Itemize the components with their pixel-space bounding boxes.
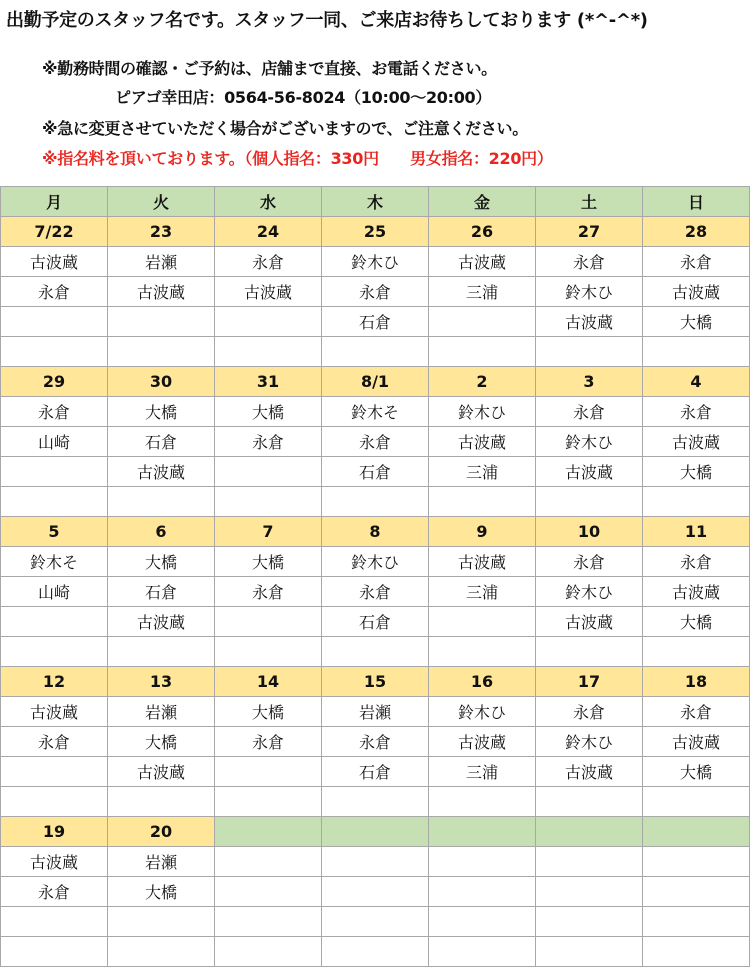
staff-cell bbox=[322, 487, 429, 517]
staff-row bbox=[1, 577, 750, 607]
staff-cell bbox=[429, 877, 536, 907]
staff-cell: 大橋 bbox=[643, 607, 750, 637]
weekday-mon: 月 bbox=[1, 187, 108, 217]
staff-cell: 古波蔵 bbox=[536, 457, 643, 487]
staff-cell bbox=[1, 337, 108, 367]
staff-cell: 古波蔵 bbox=[429, 427, 536, 457]
staff-row bbox=[1, 487, 750, 517]
staff-cell bbox=[643, 847, 750, 877]
staff-cell bbox=[1, 907, 108, 937]
note-nomination-fee: ※指名料を頂いております。（個人指名：330円 男女指名：220円） bbox=[42, 149, 553, 168]
staff-cell: 古波蔵 bbox=[108, 457, 215, 487]
staff-cell: 大橋 bbox=[108, 397, 215, 427]
staff-cell bbox=[215, 307, 322, 337]
staff-cell: 古波蔵 bbox=[536, 757, 643, 787]
staff-cell bbox=[643, 337, 750, 367]
staff-cell bbox=[1, 457, 108, 487]
staff-cell: 山崎 bbox=[1, 427, 108, 457]
staff-cell bbox=[429, 937, 536, 967]
staff-cell: 古波蔵 bbox=[429, 247, 536, 277]
staff-row bbox=[1, 787, 750, 817]
staff-cell: 永倉 bbox=[1, 277, 108, 307]
date-cell: 25 bbox=[322, 217, 429, 247]
staff-cell: 古波蔵 bbox=[108, 607, 215, 637]
staff-row bbox=[1, 427, 750, 457]
staff-cell: 三浦 bbox=[429, 277, 536, 307]
staff-cell: 大橋 bbox=[108, 877, 215, 907]
staff-cell: 古波蔵 bbox=[108, 277, 215, 307]
staff-row bbox=[1, 727, 750, 757]
staff-cell bbox=[1, 757, 108, 787]
staff-cell: 岩瀬 bbox=[322, 697, 429, 727]
date-cell: 11 bbox=[643, 517, 750, 547]
staff-cell bbox=[108, 787, 215, 817]
staff-cell bbox=[429, 307, 536, 337]
staff-cell: 古波蔵 bbox=[643, 427, 750, 457]
date-cell: 28 bbox=[643, 217, 750, 247]
staff-cell: 鈴木ひ bbox=[429, 697, 536, 727]
date-cell: 27 bbox=[536, 217, 643, 247]
staff-cell bbox=[322, 337, 429, 367]
staff-cell bbox=[108, 487, 215, 517]
date-cell: 12 bbox=[1, 667, 108, 697]
date-cell: 8 bbox=[322, 517, 429, 547]
date-cell bbox=[215, 817, 322, 847]
staff-cell: 永倉 bbox=[536, 547, 643, 577]
staff-cell bbox=[215, 607, 322, 637]
staff-cell: 古波蔵 bbox=[1, 697, 108, 727]
staff-cell bbox=[322, 937, 429, 967]
schedule-table bbox=[0, 186, 750, 967]
staff-cell bbox=[536, 907, 643, 937]
staff-cell: 大橋 bbox=[108, 547, 215, 577]
staff-cell: 永倉 bbox=[1, 877, 108, 907]
staff-cell bbox=[643, 637, 750, 667]
staff-cell: 古波蔵 bbox=[429, 547, 536, 577]
staff-cell: 古波蔵 bbox=[643, 277, 750, 307]
staff-cell: 永倉 bbox=[1, 727, 108, 757]
staff-cell bbox=[1, 787, 108, 817]
page-title: 出勤予定のスタッフ名です。スタッフ一同、ご来店お待ちしております (*^-^*) bbox=[6, 10, 648, 31]
staff-cell: 大橋 bbox=[643, 757, 750, 787]
date-cell: 5 bbox=[1, 517, 108, 547]
staff-cell bbox=[108, 307, 215, 337]
staff-cell: 永倉 bbox=[643, 397, 750, 427]
staff-cell: 山崎 bbox=[1, 577, 108, 607]
staff-cell: 古波蔵 bbox=[1, 247, 108, 277]
staff-cell: 古波蔵 bbox=[536, 607, 643, 637]
staff-row bbox=[1, 877, 750, 907]
staff-cell bbox=[643, 877, 750, 907]
staff-cell: 永倉 bbox=[322, 577, 429, 607]
date-cell bbox=[322, 817, 429, 847]
staff-cell: 永倉 bbox=[215, 577, 322, 607]
staff-cell bbox=[536, 937, 643, 967]
staff-cell bbox=[215, 907, 322, 937]
staff-cell: 岩瀬 bbox=[108, 697, 215, 727]
staff-cell: 永倉 bbox=[322, 727, 429, 757]
weekday-tue: 火 bbox=[108, 187, 215, 217]
date-cell: 8/1 bbox=[322, 367, 429, 397]
staff-cell: 永倉 bbox=[643, 697, 750, 727]
staff-row bbox=[1, 457, 750, 487]
staff-cell: 鈴木ひ bbox=[429, 397, 536, 427]
staff-cell: 三浦 bbox=[429, 577, 536, 607]
staff-cell: 鈴木ひ bbox=[322, 247, 429, 277]
staff-cell: 古波蔵 bbox=[643, 727, 750, 757]
date-cell: 30 bbox=[108, 367, 215, 397]
staff-cell: 石倉 bbox=[322, 307, 429, 337]
staff-cell bbox=[429, 847, 536, 877]
staff-row bbox=[1, 637, 750, 667]
staff-cell bbox=[1, 937, 108, 967]
staff-cell: 古波蔵 bbox=[536, 307, 643, 337]
date-cell: 9 bbox=[429, 517, 536, 547]
staff-cell: 大橋 bbox=[643, 307, 750, 337]
staff-row bbox=[1, 397, 750, 427]
staff-cell bbox=[322, 847, 429, 877]
staff-cell: 石倉 bbox=[108, 427, 215, 457]
staff-cell: 永倉 bbox=[215, 247, 322, 277]
staff-cell: 古波蔵 bbox=[429, 727, 536, 757]
staff-cell bbox=[1, 307, 108, 337]
staff-cell: 大橋 bbox=[643, 457, 750, 487]
staff-cell: 古波蔵 bbox=[215, 277, 322, 307]
staff-cell bbox=[429, 337, 536, 367]
staff-cell: 永倉 bbox=[1, 397, 108, 427]
date-cell: 31 bbox=[215, 367, 322, 397]
staff-cell: 石倉 bbox=[322, 757, 429, 787]
date-row bbox=[1, 217, 750, 247]
date-cell: 15 bbox=[322, 667, 429, 697]
staff-row bbox=[1, 697, 750, 727]
staff-cell: 永倉 bbox=[322, 277, 429, 307]
staff-cell: 岩瀬 bbox=[108, 247, 215, 277]
date-cell: 17 bbox=[536, 667, 643, 697]
staff-cell: 古波蔵 bbox=[1, 847, 108, 877]
staff-cell: 永倉 bbox=[643, 547, 750, 577]
schedule-body bbox=[1, 217, 750, 967]
staff-row bbox=[1, 757, 750, 787]
staff-cell bbox=[643, 787, 750, 817]
weekday-header-row bbox=[1, 187, 750, 217]
weekday-fri: 金 bbox=[429, 187, 536, 217]
staff-cell: 岩瀬 bbox=[108, 847, 215, 877]
date-cell: 7 bbox=[215, 517, 322, 547]
staff-cell bbox=[108, 337, 215, 367]
staff-cell bbox=[215, 457, 322, 487]
date-cell: 10 bbox=[536, 517, 643, 547]
staff-cell bbox=[1, 487, 108, 517]
staff-cell: 永倉 bbox=[215, 427, 322, 457]
staff-cell: 大橋 bbox=[215, 397, 322, 427]
staff-cell: 石倉 bbox=[108, 577, 215, 607]
date-cell: 7/22 bbox=[1, 217, 108, 247]
staff-cell bbox=[215, 787, 322, 817]
date-cell bbox=[536, 817, 643, 847]
staff-cell bbox=[215, 757, 322, 787]
date-cell: 19 bbox=[1, 817, 108, 847]
staff-cell: 三浦 bbox=[429, 457, 536, 487]
staff-cell bbox=[429, 787, 536, 817]
weekday-wed: 水 bbox=[215, 187, 322, 217]
staff-cell bbox=[215, 937, 322, 967]
staff-cell: 大橋 bbox=[215, 547, 322, 577]
staff-row bbox=[1, 847, 750, 877]
date-cell: 6 bbox=[108, 517, 215, 547]
staff-cell bbox=[1, 607, 108, 637]
staff-cell: 大橋 bbox=[215, 697, 322, 727]
date-cell: 13 bbox=[108, 667, 215, 697]
date-cell bbox=[643, 817, 750, 847]
note-store-phone: ピアゴ幸田店：0564-56-8024（10:00～20:00） bbox=[115, 88, 492, 107]
date-cell: 23 bbox=[108, 217, 215, 247]
staff-cell bbox=[536, 787, 643, 817]
staff-cell bbox=[536, 877, 643, 907]
staff-cell bbox=[322, 877, 429, 907]
staff-cell bbox=[536, 637, 643, 667]
staff-cell: 鈴木ひ bbox=[536, 277, 643, 307]
staff-cell bbox=[429, 907, 536, 937]
staff-cell bbox=[536, 487, 643, 517]
date-cell: 20 bbox=[108, 817, 215, 847]
date-cell: 2 bbox=[429, 367, 536, 397]
staff-cell: 永倉 bbox=[536, 247, 643, 277]
note-change-warning: ※急に変更させていただく場合がございますので、ご注意ください。 bbox=[42, 119, 528, 138]
date-row bbox=[1, 517, 750, 547]
staff-cell bbox=[215, 637, 322, 667]
staff-cell bbox=[429, 487, 536, 517]
date-row bbox=[1, 667, 750, 697]
staff-cell: 鈴木そ bbox=[322, 397, 429, 427]
date-cell bbox=[429, 817, 536, 847]
staff-cell bbox=[536, 337, 643, 367]
staff-cell: 鈴木ひ bbox=[322, 547, 429, 577]
date-row bbox=[1, 817, 750, 847]
date-cell: 14 bbox=[215, 667, 322, 697]
date-row bbox=[1, 367, 750, 397]
staff-row bbox=[1, 607, 750, 637]
staff-row bbox=[1, 337, 750, 367]
staff-cell bbox=[643, 907, 750, 937]
staff-cell: 古波蔵 bbox=[108, 757, 215, 787]
staff-cell: 大橋 bbox=[108, 727, 215, 757]
staff-cell bbox=[536, 847, 643, 877]
date-cell: 3 bbox=[536, 367, 643, 397]
staff-cell: 鈴木ひ bbox=[536, 427, 643, 457]
date-cell: 18 bbox=[643, 667, 750, 697]
staff-row bbox=[1, 307, 750, 337]
staff-cell bbox=[322, 637, 429, 667]
weekday-sat: 土 bbox=[536, 187, 643, 217]
date-cell: 4 bbox=[643, 367, 750, 397]
staff-cell: 永倉 bbox=[215, 727, 322, 757]
date-cell: 16 bbox=[429, 667, 536, 697]
staff-cell bbox=[429, 637, 536, 667]
date-cell: 24 bbox=[215, 217, 322, 247]
staff-cell: 古波蔵 bbox=[643, 577, 750, 607]
staff-cell: 鈴木ひ bbox=[536, 577, 643, 607]
staff-cell: 永倉 bbox=[536, 397, 643, 427]
staff-row bbox=[1, 937, 750, 967]
staff-cell bbox=[215, 847, 322, 877]
staff-cell bbox=[643, 937, 750, 967]
staff-cell: 永倉 bbox=[536, 697, 643, 727]
staff-row bbox=[1, 547, 750, 577]
note-contact: ※勤務時間の確認・ご予約は、店舗まで直接、お電話ください。 bbox=[42, 59, 497, 78]
staff-row bbox=[1, 247, 750, 277]
staff-cell bbox=[108, 907, 215, 937]
staff-cell: 石倉 bbox=[322, 457, 429, 487]
staff-cell bbox=[322, 787, 429, 817]
weekday-thu: 木 bbox=[322, 187, 429, 217]
staff-cell: 石倉 bbox=[322, 607, 429, 637]
staff-cell bbox=[643, 487, 750, 517]
staff-cell: 永倉 bbox=[643, 247, 750, 277]
staff-cell bbox=[429, 607, 536, 637]
staff-cell: 鈴木ひ bbox=[536, 727, 643, 757]
staff-cell bbox=[108, 637, 215, 667]
staff-row bbox=[1, 277, 750, 307]
staff-cell bbox=[322, 907, 429, 937]
staff-cell: 鈴木そ bbox=[1, 547, 108, 577]
staff-cell bbox=[108, 937, 215, 967]
staff-cell bbox=[215, 877, 322, 907]
staff-cell: 永倉 bbox=[322, 427, 429, 457]
staff-cell: 三浦 bbox=[429, 757, 536, 787]
staff-cell bbox=[215, 487, 322, 517]
staff-cell bbox=[215, 337, 322, 367]
weekday-sun: 日 bbox=[643, 187, 750, 217]
date-cell: 26 bbox=[429, 217, 536, 247]
staff-cell bbox=[1, 637, 108, 667]
date-cell: 29 bbox=[1, 367, 108, 397]
staff-row bbox=[1, 907, 750, 937]
